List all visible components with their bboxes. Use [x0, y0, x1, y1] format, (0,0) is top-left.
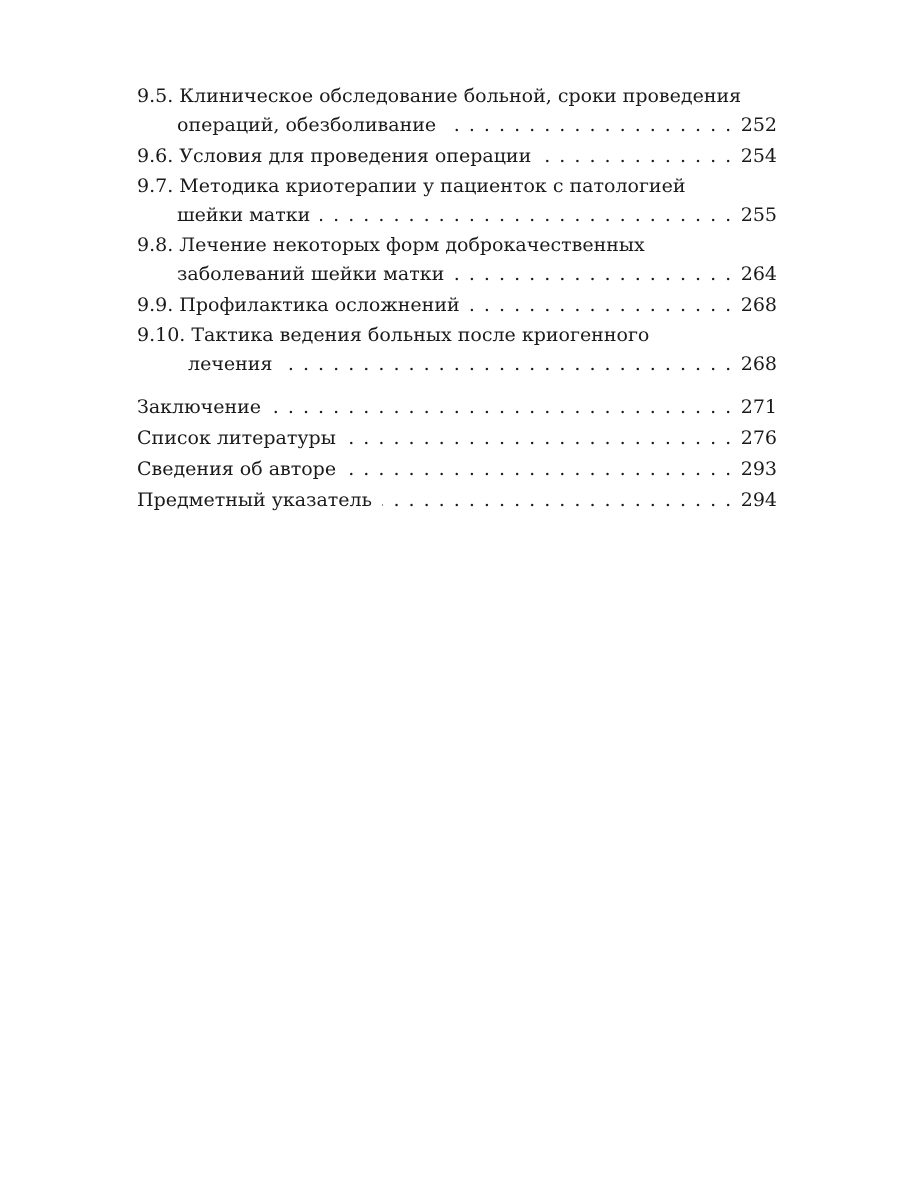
- toc-page-number: 268: [740, 294, 777, 316]
- table-of-contents: [137, 82, 777, 516]
- dot-leader: [271, 392, 733, 423]
- toc-page-number: 264: [740, 263, 777, 285]
- toc-entry-title-line-1: [137, 454, 777, 485]
- toc-entry-title-line-1: [137, 423, 777, 454]
- toc-entry-title-line-1: [137, 485, 777, 516]
- dot-leader: [541, 141, 732, 172]
- toc-entry-title: 9.5. Клиническое обследование больной, сроки проведения: [137, 85, 742, 107]
- toc-entry-title-continued: лечения: [188, 353, 273, 375]
- toc-entry-title: 9.6. Условия для проведения операции: [137, 145, 532, 167]
- toc-entry-title: 9.9. Профилактика осложнений: [137, 294, 460, 316]
- dot-leader: [382, 485, 733, 516]
- toc-entry-title: Заключение: [137, 396, 262, 418]
- dot-leader: [446, 110, 733, 141]
- dot-leader: [470, 290, 733, 321]
- toc-entry-title-line-1: [137, 172, 777, 200]
- dot-leader: [346, 454, 733, 485]
- toc-entry-title-line-1: [137, 321, 777, 349]
- dot-leader: [320, 200, 732, 231]
- toc-page-number: 252: [740, 114, 777, 136]
- toc-entry-title-line-1: [137, 231, 777, 259]
- dot-leader: [282, 349, 732, 380]
- toc-entry-title: Список литературы: [137, 427, 336, 449]
- toc-entry-references[interactable]: [137, 423, 777, 454]
- toc-page-number: 294: [740, 489, 777, 511]
- toc-entry-title-line-1: [137, 141, 777, 172]
- toc-entry-title-line-2: [137, 349, 777, 380]
- section-spacer: [137, 380, 777, 392]
- toc-entry-title: 9.7. Методика криотерапии у пациенток с патологией: [137, 175, 686, 197]
- toc-entry-title: Предметный указатель: [137, 489, 372, 511]
- toc-entry-title: 9.10. Тактика ведения больных после криогенного: [137, 324, 650, 346]
- toc-entry-9-5[interactable]: [137, 82, 777, 141]
- toc-entry-title-line-1: [137, 82, 777, 110]
- toc-entry-9-9[interactable]: [137, 290, 777, 321]
- toc-entry-title-continued: шейки матки: [177, 204, 311, 226]
- toc-entry-title-line-2: [137, 259, 777, 290]
- dot-leader: [454, 259, 732, 290]
- toc-entry-title: 9.8. Лечение некоторых форм доброкачественных: [137, 234, 645, 256]
- toc-entry-9-7[interactable]: [137, 172, 777, 231]
- toc-page-number: 271: [740, 396, 777, 418]
- toc-entry-title-continued: заболеваний шейки матки: [177, 263, 445, 285]
- toc-entry-title-line-1: [137, 290, 777, 321]
- dot-leader: [346, 423, 733, 454]
- toc-entry-9-10[interactable]: [137, 321, 777, 380]
- toc-entry-title-line-2: [137, 200, 777, 231]
- toc-page-number: 276: [740, 427, 777, 449]
- toc-entry-conclusion[interactable]: [137, 392, 777, 423]
- toc-entry-subject-index[interactable]: [137, 485, 777, 516]
- toc-entry-title-line-2: [137, 110, 777, 141]
- toc-page-number: 254: [740, 145, 777, 167]
- toc-entry-9-6[interactable]: [137, 141, 777, 172]
- toc-entry-title-line-1: [137, 392, 777, 423]
- toc-entry-about-author[interactable]: [137, 454, 777, 485]
- toc-page-number: 255: [740, 204, 777, 226]
- toc-entry-title-continued: операций, обезболивание: [177, 114, 437, 136]
- toc-page-number: 293: [740, 458, 777, 480]
- toc-entry-title: Сведения об авторе: [137, 458, 337, 480]
- toc-entry-9-8[interactable]: [137, 231, 777, 290]
- toc-page-number: 268: [740, 353, 777, 375]
